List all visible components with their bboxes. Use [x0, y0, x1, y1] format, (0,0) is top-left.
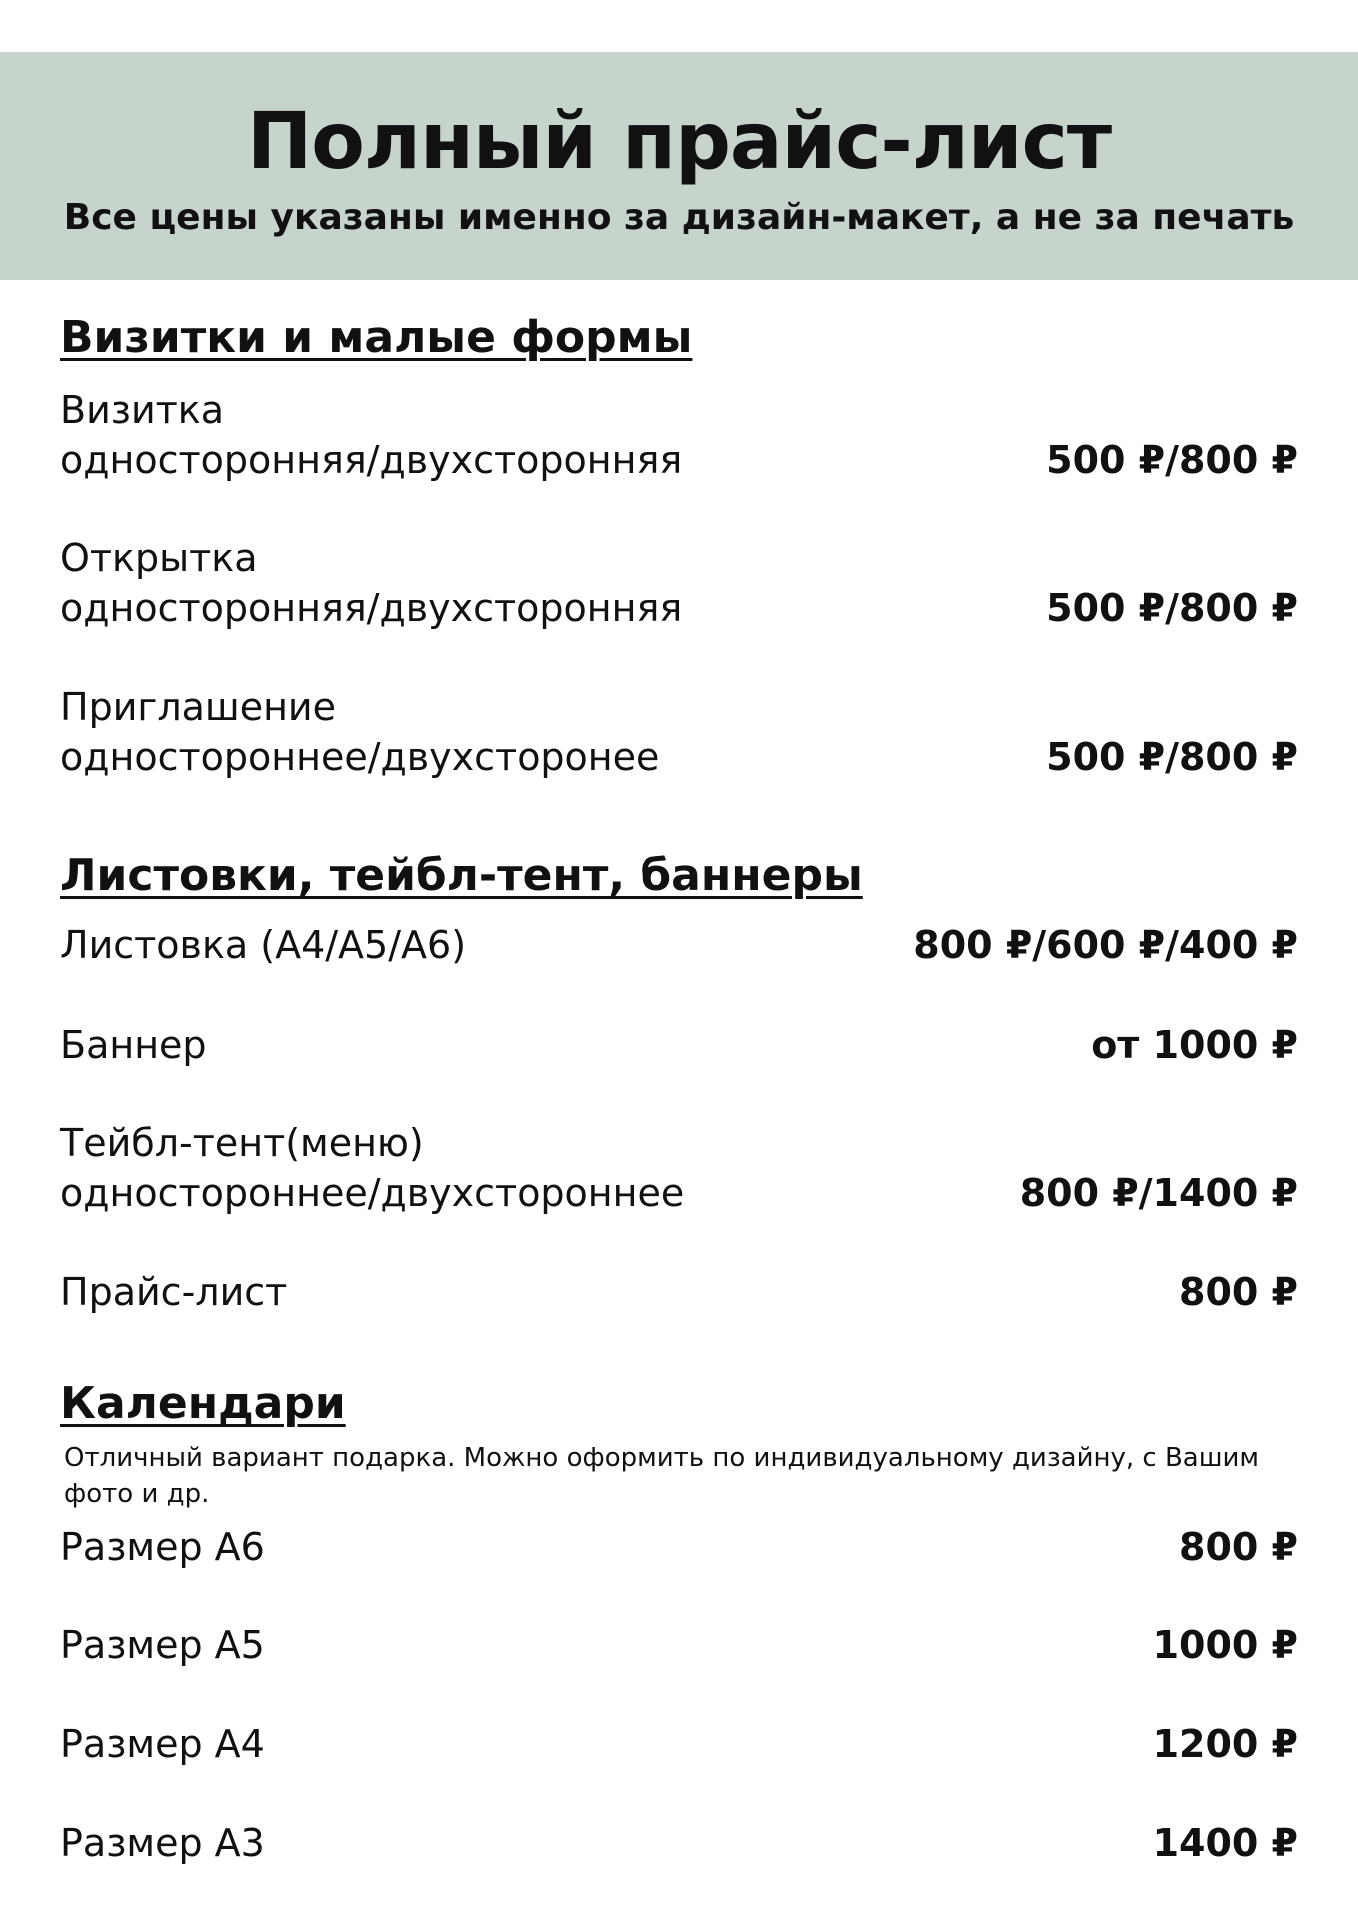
item-price: 800 ₽ [1179, 1525, 1298, 1569]
item-price: 800 ₽/1400 ₽ [1019, 1171, 1298, 1215]
item-name: Листовка (А4/А5/А6) [60, 923, 467, 967]
item-name: Открытка односторонняя/двухсторонняя [60, 536, 683, 630]
item-name: Прайс-лист [60, 1270, 288, 1314]
item-price: 500 ₽/800 ₽ [1046, 735, 1298, 779]
item-name: Тейбл-тент(меню) одностороннее/двухстороннее [60, 1121, 685, 1215]
item-price: 800 ₽ [1179, 1270, 1298, 1314]
section-title-flyers: Листовки, тейбл-тент, баннеры [60, 850, 863, 901]
item-price: от 1000 ₽ [1091, 1023, 1298, 1067]
header-banner [0, 52, 1358, 280]
item-price: 1200 ₽ [1152, 1722, 1298, 1766]
section-title-business-cards: Визитки и малые формы [60, 312, 693, 363]
item-price: 1400 ₽ [1152, 1821, 1298, 1865]
item-name: Размер А6 [60, 1525, 265, 1569]
page-title: Полный прайс-лист [246, 97, 1112, 187]
item-price: 500 ₽/800 ₽ [1046, 438, 1298, 482]
item-price: 800 ₽/600 ₽/400 ₽ [913, 923, 1298, 967]
item-name: Размер А3 [60, 1821, 265, 1865]
item-name: Баннер [60, 1023, 207, 1067]
page-subtitle: Все цены указаны именно за дизайн-макет, а не за печать [63, 197, 1295, 238]
section-title-calendars: Календари [60, 1378, 346, 1429]
item-name: Размер А5 [60, 1623, 265, 1667]
section-note: Отличный вариант подарка. Можно оформить по индивидуальному дизайну, с Вашим фото и др. [64, 1443, 1260, 1509]
item-name: Размер А4 [60, 1722, 265, 1766]
item-price: 500 ₽/800 ₽ [1046, 586, 1298, 630]
item-price: 1000 ₽ [1152, 1623, 1298, 1667]
item-name: Приглашение одностороннее/двухсторонее [60, 685, 660, 779]
item-name: Визитка односторонняя/двухсторонняя [60, 388, 683, 482]
